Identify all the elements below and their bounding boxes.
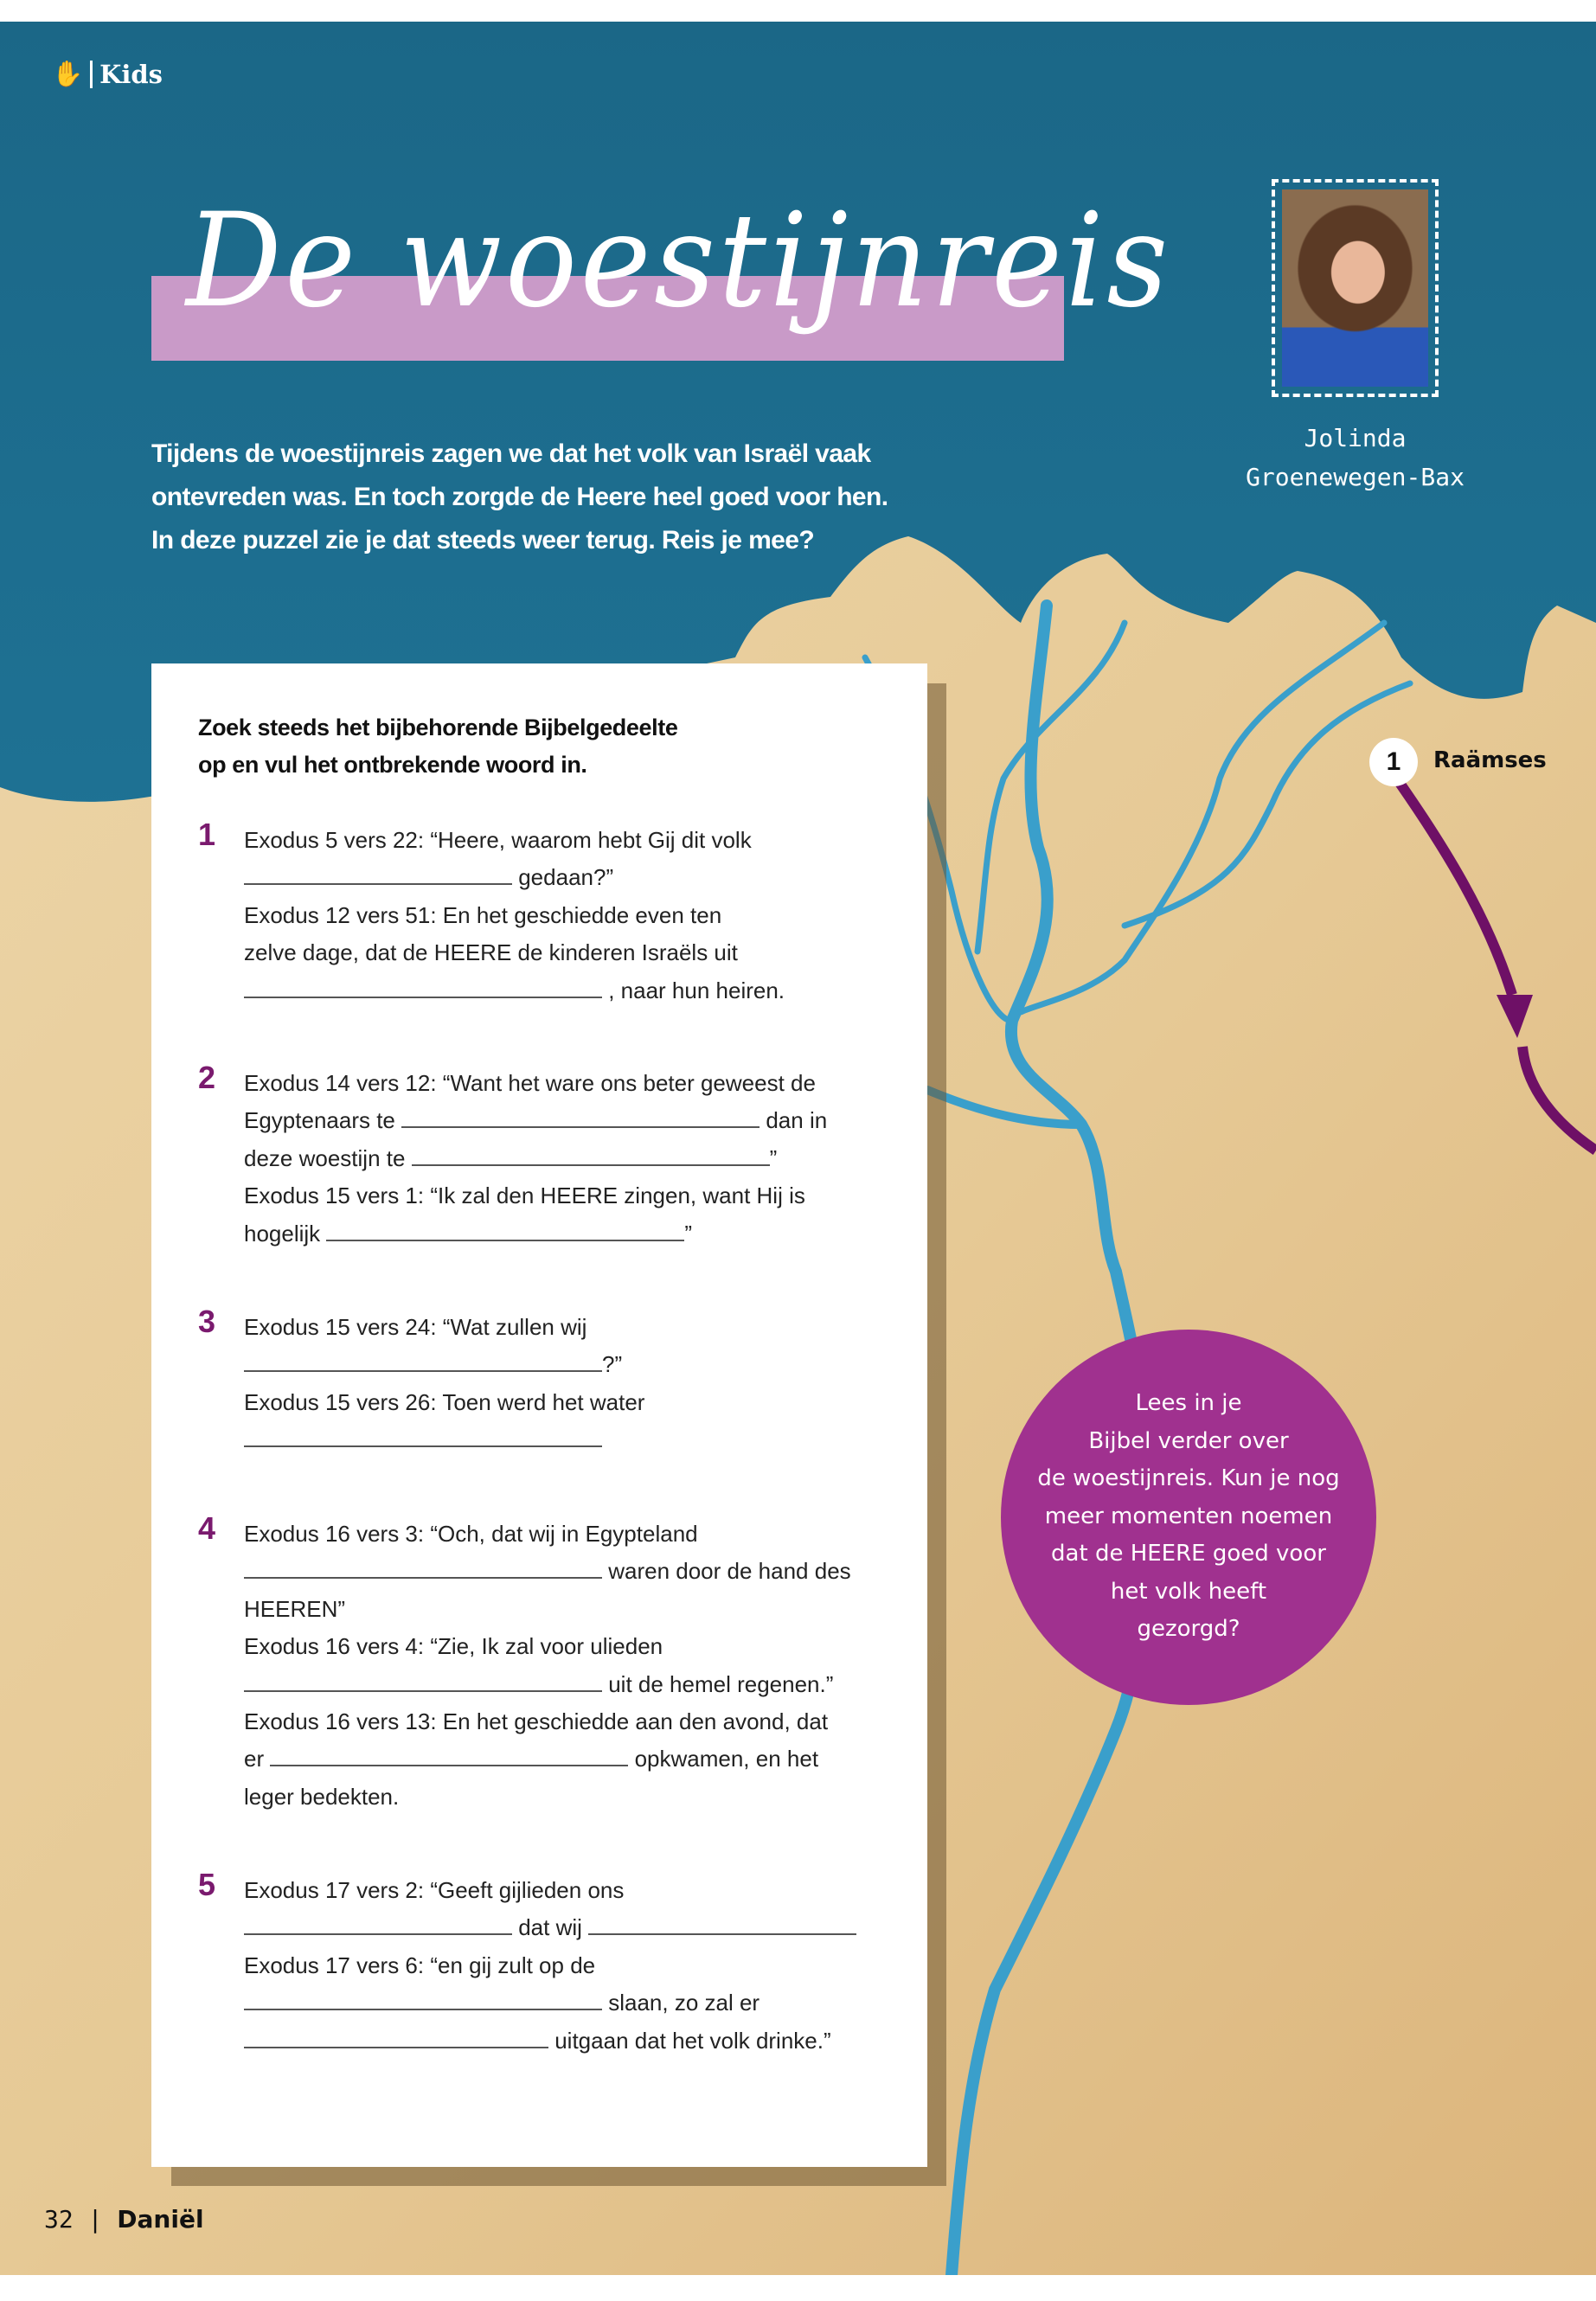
bubble-line: Lees in je [1135, 1390, 1242, 1416]
item-text [244, 1065, 827, 1253]
text-line [244, 1591, 851, 1628]
answer-blank[interactable] [244, 1558, 602, 1579]
text-line [244, 2022, 856, 2060]
verse-text: Exodus 17 vers 2: “Geeft gijlieden ons [244, 1877, 625, 1903]
author-photo [1272, 179, 1439, 397]
verse-text: uit de hemel regenen.” [602, 1670, 834, 1697]
text-line [244, 1346, 644, 1383]
text-line [244, 1516, 851, 1553]
answer-blank[interactable] [244, 1914, 512, 1935]
verse-text: opkwamen, en het [628, 1746, 819, 1772]
text-line [244, 1984, 856, 2022]
text-line [244, 1628, 851, 1665]
answer-blank[interactable] [244, 1990, 602, 2010]
author-name [1211, 419, 1499, 497]
verse-text: HEEREN” [244, 1595, 346, 1622]
bubble-line: Bijbel verder over [1088, 1427, 1289, 1454]
text-line [244, 1065, 827, 1102]
text-line [244, 1384, 644, 1421]
verse-text: ” [684, 1220, 693, 1247]
text-line [244, 1309, 644, 1346]
section-label [52, 59, 163, 89]
item-text [244, 1309, 644, 1459]
bubble-line: dat de HEERE goed voor [1051, 1541, 1326, 1567]
text-line [244, 1872, 856, 1909]
item-number: 3 [198, 1304, 216, 1339]
answer-blank[interactable] [270, 1746, 628, 1766]
verse-text: ?” [602, 1351, 623, 1378]
answer-blank[interactable] [244, 1426, 602, 1447]
text-line [244, 1102, 827, 1139]
text-line [244, 1215, 827, 1253]
item-number: 1 [198, 817, 216, 852]
text-line [244, 1740, 851, 1778]
text-line [244, 859, 785, 896]
answer-blank[interactable] [244, 2028, 548, 2048]
verse-text: Egyptenaars te [244, 1107, 402, 1134]
verse-text: dan in [760, 1107, 828, 1134]
verse-text: ” [769, 1144, 778, 1171]
verse-text: leger bedekten. [244, 1783, 400, 1810]
verse-text: slaan, zo zal er [602, 1990, 760, 2016]
intro-text [151, 433, 982, 562]
verse-text: Exodus 5 vers 22: “Heere, waarom hebt Gij dit volk [244, 827, 752, 853]
verse-text: uitgaan dat het volk drinke.” [548, 2027, 831, 2054]
item-text [244, 1516, 851, 1816]
bubble-line: meer momenten noemen [1044, 1503, 1333, 1529]
item-number: 5 [198, 1867, 216, 1902]
item-number: 2 [198, 1060, 216, 1095]
text-line [244, 1177, 827, 1215]
answer-blank[interactable] [244, 977, 602, 998]
verse-text: Exodus 14 vers 12: “Want het ware ons beter geweest de [244, 1070, 816, 1096]
text-line [244, 1553, 851, 1590]
text-line [244, 822, 785, 859]
answer-blank[interactable] [412, 1145, 770, 1166]
verse-text: Exodus 15 vers 1: “Ik zal den HEERE zingen, want Hij is [244, 1183, 805, 1209]
verse-text: dat wij [512, 1914, 589, 1941]
answer-blank[interactable] [588, 1914, 856, 1935]
bubble-line: gezorgd? [1137, 1616, 1240, 1642]
text-line [244, 1703, 851, 1740]
bubble-line: de woestijnreis. Kun je nog [1037, 1465, 1340, 1491]
bubble-line: het volk heeft [1110, 1578, 1267, 1605]
item-text [244, 1872, 856, 2060]
text-line [244, 1947, 856, 1984]
verse-text: , naar hun heiren. [602, 977, 785, 1003]
page-number: 32 [44, 2205, 74, 2234]
verse-text: er [244, 1746, 271, 1772]
author-last-name: Groenewegen-Bax [1246, 463, 1465, 491]
verse-text: Exodus 17 vers 6: “en gij zult op de [244, 1952, 596, 1978]
hand-icon: ✋ [52, 59, 84, 88]
text-line [244, 1421, 644, 1458]
verse-text: Exodus 16 vers 3: “Och, dat wij in Egypteland [244, 1521, 698, 1547]
text-line [244, 897, 785, 934]
verse-text: deze woestijn te [244, 1144, 412, 1171]
verse-text: gedaan?” [512, 864, 614, 891]
instructions [198, 709, 677, 784]
instruction-line: Zoek steeds het bijbehorende Bijbelgedeelte [198, 715, 678, 740]
verse-text: waren door de hand des [602, 1558, 851, 1585]
page-footer: 32 | Daniël [44, 2205, 204, 2234]
item-number: 4 [198, 1510, 216, 1546]
intro-line: In deze puzzel zie je dat steeds weer terug. Reis je mee? [151, 526, 815, 554]
verse-text: Exodus 15 vers 26: Toen werd het water [244, 1388, 645, 1415]
stop-label: Raämses [1433, 747, 1547, 773]
text-line [244, 934, 785, 971]
verse-text: Exodus 16 vers 13: En het geschiedde aan den avond, dat [244, 1708, 829, 1735]
text-line [244, 1666, 851, 1703]
text-line [244, 1140, 827, 1177]
verse-text: Exodus 16 vers 4: “Zie, Ik zal voor ulieden [244, 1633, 663, 1660]
answer-blank[interactable] [326, 1221, 684, 1241]
text-line [244, 972, 785, 1009]
item-text [244, 822, 785, 1009]
section-name: Kids [99, 59, 163, 89]
author-portrait [1282, 189, 1428, 387]
info-bubble [1001, 1330, 1376, 1705]
verse-text: zelve dage, dat de HEERE de kinderen Israëls uit [244, 939, 738, 966]
magazine-name: Daniël [117, 2205, 204, 2234]
stop-marker: 1 [1369, 738, 1418, 786]
intro-line: ontevreden was. En toch zorgde de Heere heel goed voor hen. [151, 483, 888, 511]
author-first-name: Jolinda [1304, 424, 1407, 452]
text-line [244, 1779, 851, 1816]
intro-line: Tijdens de woestijnreis zagen we dat het volk van Israël vaak [151, 439, 871, 468]
verse-text: hogelijk [244, 1220, 327, 1247]
answer-blank[interactable] [244, 1351, 602, 1372]
page-title: De woestijnreis [186, 186, 1171, 336]
answer-blank[interactable] [244, 864, 512, 885]
verse-text: Exodus 15 vers 24: “Wat zullen wij [244, 1314, 587, 1340]
instruction-line: op en vul het ontbrekende woord in. [198, 752, 587, 778]
answer-blank[interactable] [401, 1107, 760, 1128]
text-line [244, 1909, 856, 1946]
divider [90, 61, 93, 88]
answer-blank[interactable] [244, 1671, 602, 1692]
verse-text: Exodus 12 vers 51: En het geschiedde even ten [244, 901, 722, 928]
